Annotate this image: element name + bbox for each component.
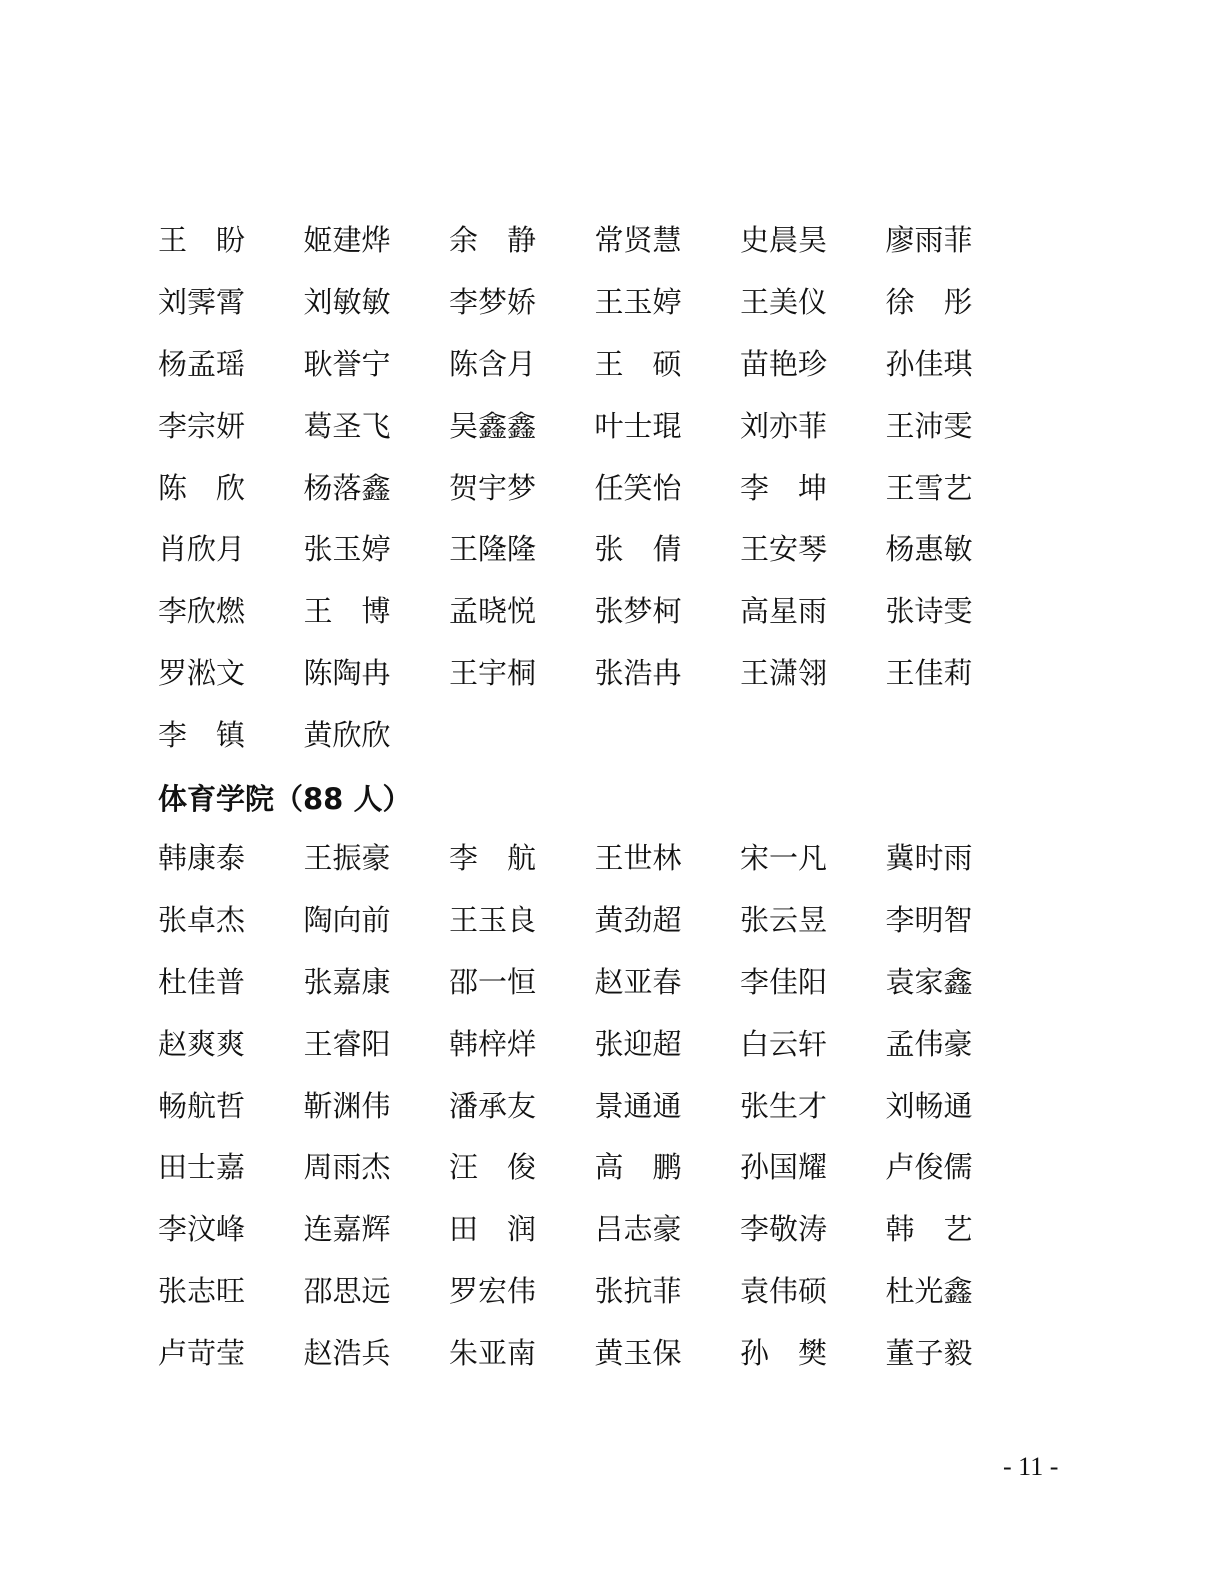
person-name: 史晨昊 bbox=[740, 223, 828, 258]
person-name: 卢俊儒 bbox=[885, 1150, 973, 1185]
person-name: 王 盼 bbox=[158, 223, 246, 258]
person-name: 张嘉康 bbox=[303, 964, 391, 999]
person-name: 罗淞文 bbox=[158, 655, 246, 690]
person-name: 李欣燃 bbox=[158, 594, 246, 629]
person-name: 高 鹏 bbox=[594, 1150, 682, 1185]
person-name: 张云昱 bbox=[740, 903, 828, 938]
name-row bbox=[158, 581, 1058, 643]
person-name: 赵浩兵 bbox=[303, 1335, 391, 1370]
page-number: - 11 - bbox=[1003, 1452, 1059, 1481]
person-name: 张浩冉 bbox=[594, 655, 682, 690]
name-row bbox=[158, 519, 1058, 581]
person-name: 张生才 bbox=[740, 1088, 828, 1123]
person-name: 叶士琨 bbox=[594, 408, 682, 443]
person-name: 孟伟豪 bbox=[885, 1026, 973, 1061]
person-name: 王振豪 bbox=[303, 841, 391, 876]
name-row bbox=[158, 1013, 1058, 1075]
person-name: 韩 艺 bbox=[885, 1212, 973, 1247]
person-name: 姬建烨 bbox=[303, 223, 391, 258]
person-name: 王雪艺 bbox=[885, 470, 973, 505]
person-name: 张抗菲 bbox=[594, 1273, 682, 1308]
name-row bbox=[158, 890, 1058, 952]
person-name: 李明智 bbox=[885, 903, 973, 938]
person-name: 赵爽爽 bbox=[158, 1026, 246, 1061]
person-name: 李 坤 bbox=[740, 470, 828, 505]
person-name: 苗艳珍 bbox=[740, 346, 828, 381]
person-name: 李 航 bbox=[449, 841, 537, 876]
name-row bbox=[158, 704, 1058, 766]
person-name: 白云轩 bbox=[740, 1026, 828, 1061]
name-row bbox=[158, 395, 1058, 457]
person-name: 连嘉辉 bbox=[303, 1212, 391, 1247]
person-name: 杜光鑫 bbox=[885, 1273, 973, 1308]
person-name: 余 静 bbox=[449, 223, 537, 258]
person-name: 宋一凡 bbox=[740, 841, 828, 876]
person-name: 孙佳琪 bbox=[885, 346, 973, 381]
person-name: 邵思远 bbox=[303, 1273, 391, 1308]
sports-section-names bbox=[158, 828, 1058, 1384]
person-name: 王玉良 bbox=[449, 903, 537, 938]
person-name: 常贤慧 bbox=[594, 223, 682, 258]
person-name: 张 倩 bbox=[594, 532, 682, 567]
name-row bbox=[158, 334, 1058, 396]
person-name: 吴鑫鑫 bbox=[449, 408, 537, 443]
person-name: 冀时雨 bbox=[885, 841, 973, 876]
person-name: 靳渊伟 bbox=[303, 1088, 391, 1123]
person-name: 张卓杰 bbox=[158, 903, 246, 938]
person-name: 王世林 bbox=[594, 841, 682, 876]
name-row bbox=[158, 1137, 1058, 1199]
person-name: 李敬涛 bbox=[740, 1212, 828, 1247]
person-name: 徐 彤 bbox=[885, 285, 973, 320]
person-name: 陈陶冉 bbox=[303, 655, 391, 690]
person-name: 张志旺 bbox=[158, 1273, 246, 1308]
person-name: 杨落鑫 bbox=[303, 470, 391, 505]
person-name: 王玉婷 bbox=[594, 285, 682, 320]
name-row bbox=[158, 1261, 1058, 1323]
person-name: 李佳阳 bbox=[740, 964, 828, 999]
person-name: 潘承友 bbox=[449, 1088, 537, 1123]
person-name: 肖欣月 bbox=[158, 532, 246, 567]
person-name: 孙 樊 bbox=[740, 1335, 828, 1370]
person-name: 黄欣欣 bbox=[303, 717, 391, 752]
person-name: 王 硕 bbox=[594, 346, 682, 381]
person-name: 黄玉保 bbox=[594, 1335, 682, 1370]
person-name: 陈含月 bbox=[449, 346, 537, 381]
person-name: 王睿阳 bbox=[303, 1026, 391, 1061]
person-name: 王宇桐 bbox=[449, 655, 537, 690]
person-name: 周雨杰 bbox=[303, 1150, 391, 1185]
person-name: 景通通 bbox=[594, 1088, 682, 1123]
person-name: 董子毅 bbox=[885, 1335, 973, 1370]
person-name: 黄劲超 bbox=[594, 903, 682, 938]
person-name: 孟晓悦 bbox=[449, 594, 537, 629]
person-name: 畅航哲 bbox=[158, 1088, 246, 1123]
person-name: 王安琴 bbox=[740, 532, 828, 567]
name-row bbox=[158, 828, 1058, 890]
person-name: 刘畅通 bbox=[885, 1088, 973, 1123]
person-name: 陈 欣 bbox=[158, 470, 246, 505]
person-name: 王美仪 bbox=[740, 285, 828, 320]
person-name: 任笑怡 bbox=[594, 470, 682, 505]
name-row bbox=[158, 1075, 1058, 1137]
name-row bbox=[158, 643, 1058, 705]
person-name: 李 镇 bbox=[158, 717, 246, 752]
person-name: 杨惠敏 bbox=[885, 532, 973, 567]
person-name: 王 博 bbox=[303, 594, 391, 629]
person-name: 廖雨菲 bbox=[885, 223, 973, 258]
person-name: 李汶峰 bbox=[158, 1212, 246, 1247]
person-name: 葛圣飞 bbox=[303, 408, 391, 443]
person-name: 袁家鑫 bbox=[885, 964, 973, 999]
person-name: 王隆隆 bbox=[449, 532, 537, 567]
previous-section-names bbox=[158, 210, 1058, 766]
name-row bbox=[158, 1199, 1058, 1261]
person-name: 孙国耀 bbox=[740, 1150, 828, 1185]
person-name: 卢苛莹 bbox=[158, 1335, 246, 1370]
person-name: 袁伟硕 bbox=[740, 1273, 828, 1308]
person-name: 朱亚南 bbox=[449, 1335, 537, 1370]
person-name: 田 润 bbox=[449, 1212, 537, 1247]
person-name: 汪 俊 bbox=[449, 1150, 537, 1185]
person-name: 邵一恒 bbox=[449, 964, 537, 999]
name-row bbox=[158, 457, 1058, 519]
person-name: 韩康泰 bbox=[158, 841, 246, 876]
person-name: 刘亦菲 bbox=[740, 408, 828, 443]
person-name: 王佳莉 bbox=[885, 655, 973, 690]
name-row bbox=[158, 952, 1058, 1014]
person-name: 韩梓烊 bbox=[449, 1026, 537, 1061]
person-name: 耿誉宁 bbox=[303, 346, 391, 381]
person-name: 李宗妍 bbox=[158, 408, 246, 443]
person-name: 贺宇梦 bbox=[449, 470, 537, 505]
person-name: 吕志豪 bbox=[594, 1212, 682, 1247]
person-name: 高星雨 bbox=[740, 594, 828, 629]
name-row bbox=[158, 1322, 1058, 1384]
person-name: 刘敏敏 bbox=[303, 285, 391, 320]
person-name: 陶向前 bbox=[303, 903, 391, 938]
person-name: 王潇翎 bbox=[740, 655, 828, 690]
person-name: 赵亚春 bbox=[594, 964, 682, 999]
person-name: 李梦娇 bbox=[449, 285, 537, 320]
person-name: 杜佳普 bbox=[158, 964, 246, 999]
person-name: 刘霁霄 bbox=[158, 285, 246, 320]
person-name: 张诗雯 bbox=[885, 594, 973, 629]
person-name: 张迎超 bbox=[594, 1026, 682, 1061]
person-name: 王沛雯 bbox=[885, 408, 973, 443]
name-row bbox=[158, 272, 1058, 334]
person-name: 张梦柯 bbox=[594, 594, 682, 629]
name-row bbox=[158, 210, 1058, 272]
person-name: 杨孟瑶 bbox=[158, 346, 246, 381]
person-name: 张玉婷 bbox=[303, 532, 391, 567]
name-list bbox=[158, 210, 1058, 1384]
section-heading-sports: 体育学院（88 人） bbox=[158, 781, 412, 816]
person-name: 罗宏伟 bbox=[449, 1273, 537, 1308]
person-name: 田士嘉 bbox=[158, 1150, 246, 1185]
